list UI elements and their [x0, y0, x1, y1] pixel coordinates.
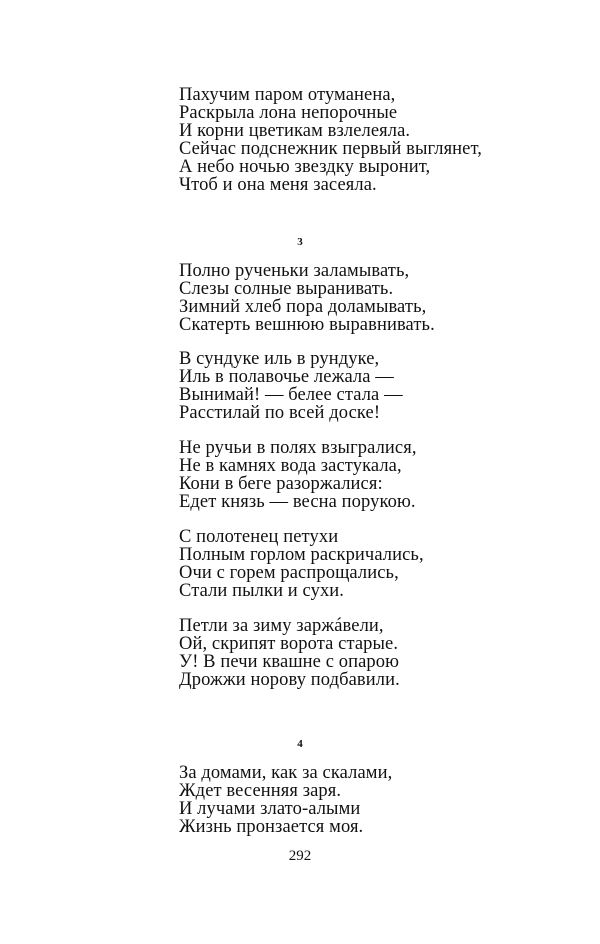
poem-line: Не в камнях вода застукала, — [179, 456, 402, 476]
stanza — [179, 617, 579, 689]
stanza — [179, 528, 579, 600]
poem-line: Пахучим паром отуманена, — [179, 85, 396, 105]
poem-line: Не ручьи в полях взыгралися, — [179, 438, 417, 458]
poem-line: Ой, скрипят ворота старые. — [179, 634, 399, 654]
poem-line: Слезы солные выранивать. — [179, 279, 394, 299]
poem-line: Стали пылки и сухи. — [179, 581, 345, 601]
section-number-3: 3 — [297, 236, 303, 248]
poem-line: Дрожжи норову подбавили. — [179, 670, 400, 690]
poem-line: У! В печи квашне с опарою — [179, 652, 400, 672]
poem-line: Скатерть вешнюю выравнивать. — [179, 315, 435, 335]
poem-line: Вынимай! — белее стала — — [179, 385, 403, 405]
section-number-4: 4 — [297, 738, 303, 750]
poem-line: Расстилай по всей доске! — [179, 403, 381, 423]
poem-line: Полно рученьки заламывать, — [179, 261, 410, 281]
poem-line: Петли за зиму заржáвели, — [179, 616, 384, 636]
poem-line: Едет князь — весна порукою. — [179, 492, 416, 512]
poem-line: Чтоб и она меня засеяла. — [179, 175, 377, 195]
poem-line: В сундуке иль в рундуке, — [179, 349, 380, 369]
poem-line: Сейчас подснежник первый выглянет, — [179, 139, 483, 159]
poem-line: За домами, как за скалами, — [179, 763, 393, 783]
poem-line: Зимний хлеб пора доламывать, — [179, 297, 427, 317]
poem-line: Жизнь пронзается моя. — [179, 817, 364, 837]
stanza — [179, 350, 579, 422]
stanza — [179, 764, 579, 836]
poem-line: А небо ночью звездку выронит, — [179, 157, 431, 177]
poem-line: Очи с горем распрощались, — [179, 563, 399, 583]
poem-line: Кони в беге разоржалися: — [179, 474, 383, 494]
poem-line: Полным горлом раскричались, — [179, 545, 424, 565]
poem-line: И корни цветикам взлелеяла. — [179, 121, 411, 141]
poem-line: Раскрыла лона непорочные — [179, 103, 398, 123]
poem-line: С полотенец петухи — [179, 527, 339, 547]
poem-line: Иль в полавочье лежала — — [179, 367, 394, 387]
stanza — [179, 262, 579, 334]
poem-line: И лучами злато-алыми — [179, 799, 361, 819]
page-number: 292 — [288, 848, 312, 864]
stanza-top — [179, 86, 579, 194]
poem-line: Ждет весенняя заря. — [179, 781, 342, 801]
stanza — [179, 439, 579, 511]
